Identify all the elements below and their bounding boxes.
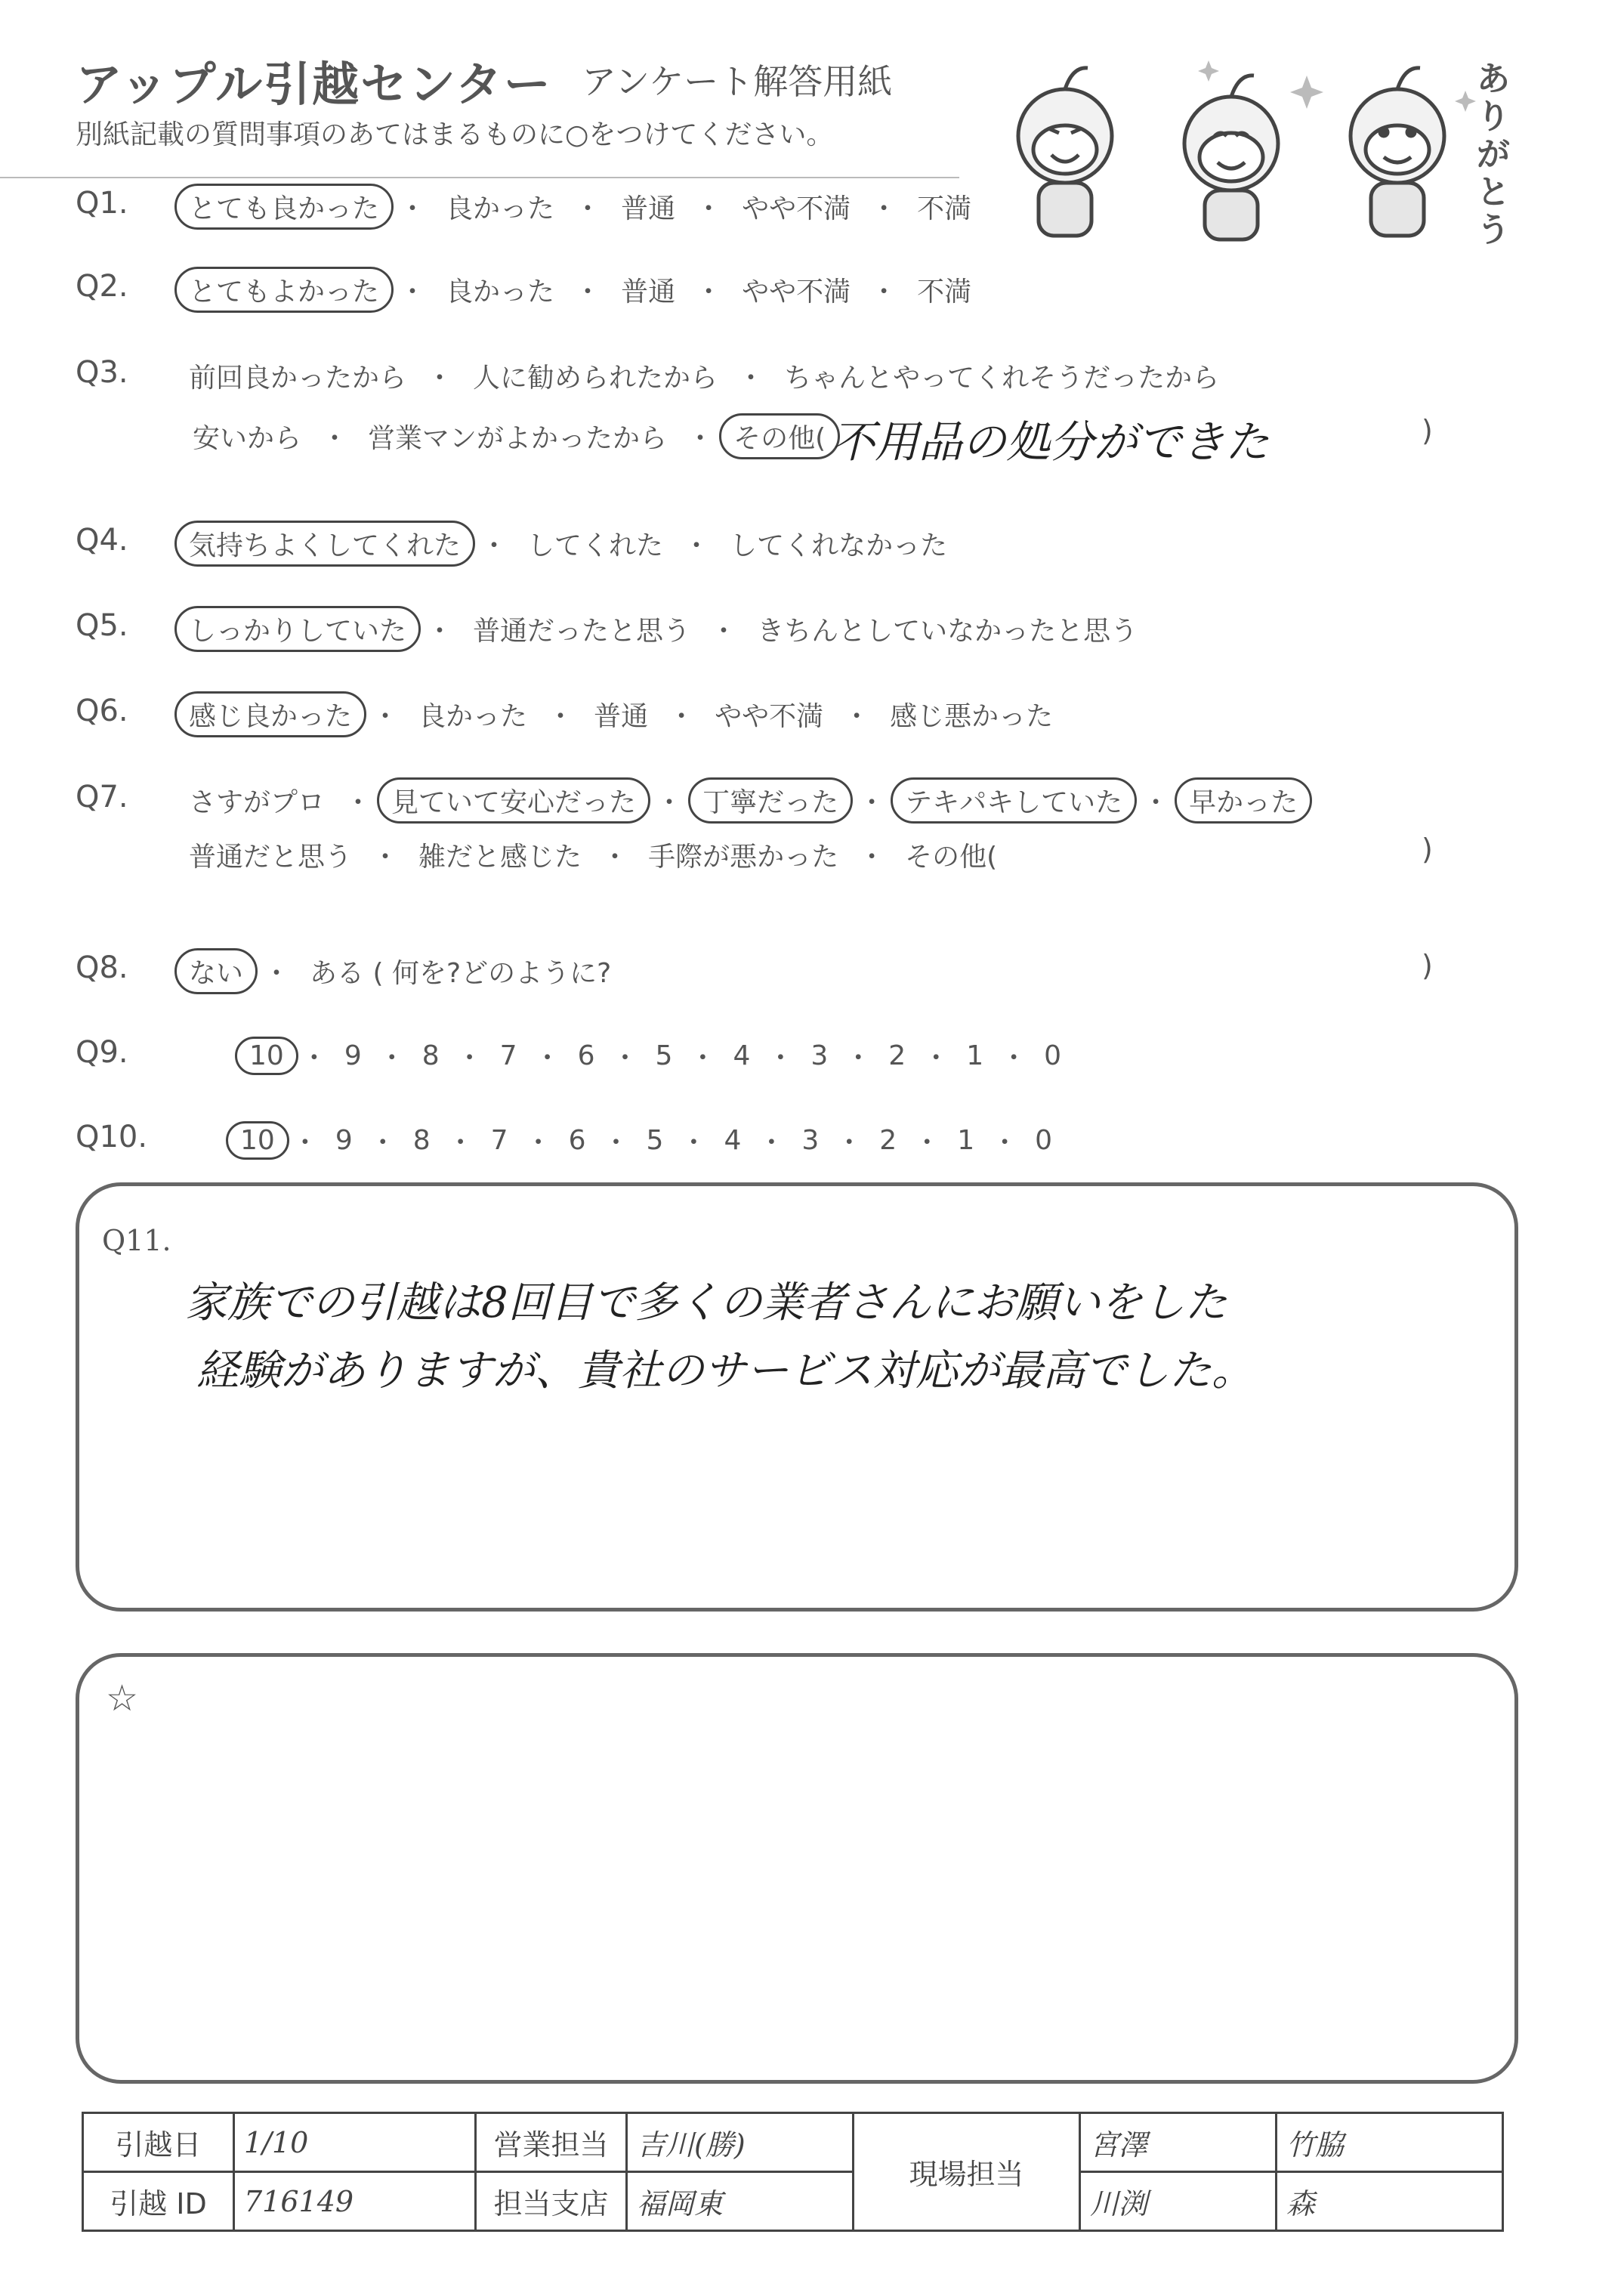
q3-other-handwriting: 不用品の処分ができた xyxy=(831,416,1270,468)
separator: ・ xyxy=(399,193,427,224)
q9-option-8[interactable]: 8 xyxy=(421,1040,440,1071)
q4-option-1[interactable]: 気持ちよくしてくれた xyxy=(174,521,475,567)
q10-option-5[interactable]: 5 xyxy=(646,1125,664,1156)
separator: ・ xyxy=(922,1043,950,1074)
q11-comment-line-1: 家族での引越は8回目で多くの業者さんにお願いをした xyxy=(185,1278,1227,1327)
q6-option-2[interactable]: 良かった xyxy=(418,701,528,732)
q7-option-1[interactable]: さすがプロ xyxy=(189,787,326,818)
q10-option-2[interactable]: 2 xyxy=(879,1125,897,1156)
q3-option-2[interactable]: 人に勧められたから xyxy=(473,363,718,394)
separator: ・ xyxy=(767,1043,795,1074)
q6-option-4[interactable]: やや不満 xyxy=(715,701,824,732)
q10-label: Q10. xyxy=(76,1120,148,1154)
move-id-label: 引越 ID xyxy=(83,2172,234,2231)
q4-label: Q4. xyxy=(76,523,128,558)
separator: ・ xyxy=(574,193,602,224)
separator: ・ xyxy=(668,701,696,732)
separator: ・ xyxy=(602,1127,630,1158)
q5-option-2[interactable]: 普通だったと思う xyxy=(473,616,691,647)
field-staff-4[interactable]: 森 xyxy=(1277,2172,1503,2231)
q4-option-3[interactable]: してくれなかった xyxy=(730,530,948,561)
q10-option-0[interactable]: 0 xyxy=(1035,1125,1053,1156)
q9-option-0[interactable]: 0 xyxy=(1044,1040,1062,1071)
q7-option-other[interactable]: その他( xyxy=(905,842,998,873)
separator: ・ xyxy=(524,1127,552,1158)
move-date-label: 引越日 xyxy=(83,2113,234,2172)
q10-option-1[interactable]: 1 xyxy=(957,1125,975,1156)
separator: ・ xyxy=(291,1127,319,1158)
q6-option-3[interactable]: 普通 xyxy=(594,701,649,732)
thanks-text: ありがとう xyxy=(1477,60,1510,249)
separator: ・ xyxy=(426,363,454,394)
separator: ・ xyxy=(858,787,886,818)
q7-option-8[interactable]: 手際が悪かった xyxy=(648,842,839,873)
separator: ・ xyxy=(870,193,898,224)
q8-option-2[interactable]: ある ( 何を?どのように? xyxy=(310,958,612,989)
q3-label: Q3. xyxy=(76,355,128,390)
q2-option-3[interactable]: 普通 xyxy=(621,277,676,307)
separator: ・ xyxy=(1142,787,1170,818)
q11-comment-line-2: 経験がありますが、貴社のサービス対応が最高でした。 xyxy=(196,1346,1254,1395)
q9-option-2[interactable]: 2 xyxy=(888,1040,906,1071)
q9-option-7[interactable]: 7 xyxy=(499,1040,517,1071)
star-icon: ☆ xyxy=(106,1677,139,1720)
q8-label: Q8. xyxy=(76,950,128,985)
separator: ・ xyxy=(480,530,508,561)
field-staff-1[interactable]: 宮澤 xyxy=(1080,2113,1277,2172)
q3-option-1[interactable]: 前回良かったから xyxy=(189,363,407,394)
q9-option-4[interactable]: 4 xyxy=(733,1040,751,1071)
q7-close-paren: ) xyxy=(1422,833,1433,866)
separator: ・ xyxy=(710,616,738,647)
star-comment-box[interactable] xyxy=(76,1653,1518,2084)
separator: ・ xyxy=(1000,1043,1028,1074)
brand-title: アップル引越センター xyxy=(76,57,552,112)
q9-option-3[interactable]: 3 xyxy=(810,1040,829,1071)
q10-option-8[interactable]: 8 xyxy=(412,1125,431,1156)
info-table xyxy=(82,2112,1504,2232)
q7-option-4[interactable]: テキパキしていた xyxy=(891,777,1137,824)
branch-value[interactable]: 福岡東 xyxy=(627,2172,854,2231)
q1-option-2[interactable]: 良かった xyxy=(446,193,555,224)
separator: ・ xyxy=(689,1043,717,1074)
q2-option-4[interactable]: やや不満 xyxy=(742,277,851,307)
separator: ・ xyxy=(263,958,291,989)
move-date-value[interactable]: 1/10 xyxy=(234,2113,476,2172)
separator: ・ xyxy=(601,842,629,873)
q5-option-3[interactable]: きちんとしていなかったと思う xyxy=(757,616,1138,647)
separator: ・ xyxy=(574,277,602,307)
q9-option-9[interactable]: 9 xyxy=(344,1040,362,1071)
q2-option-5[interactable]: 不満 xyxy=(917,277,972,307)
separator: ・ xyxy=(344,787,372,818)
q6-label: Q6. xyxy=(76,694,128,728)
q2-option-1[interactable]: とてもよかった xyxy=(174,267,394,313)
q7-option-3[interactable]: 丁寧だった xyxy=(688,777,853,824)
q8-close-paren: ) xyxy=(1422,949,1433,982)
separator: ・ xyxy=(913,1127,941,1158)
monkey-mascots-icon xyxy=(982,45,1480,249)
separator: ・ xyxy=(991,1127,1019,1158)
separator: ・ xyxy=(656,787,684,818)
q7-option-6[interactable]: 普通だと思う xyxy=(189,842,353,873)
move-id-value[interactable]: 716149 xyxy=(234,2172,476,2231)
q5-label: Q5. xyxy=(76,608,128,643)
q6-option-1[interactable]: 感じ良かった xyxy=(174,691,366,737)
q3-option-5[interactable]: 営業マンがよかったから xyxy=(368,423,668,454)
q2-option-2[interactable]: 良かった xyxy=(446,277,555,307)
field-staff-2[interactable]: 竹脇 xyxy=(1277,2113,1503,2172)
sales-label: 営業担当 xyxy=(476,2113,627,2172)
q10-option-7[interactable]: 7 xyxy=(490,1125,508,1156)
separator: ・ xyxy=(378,1043,406,1074)
q1-option-3[interactable]: 普通 xyxy=(621,193,676,224)
q6-option-5[interactable]: 感じ悪かった xyxy=(890,701,1054,732)
separator: ・ xyxy=(758,1127,786,1158)
separator: ・ xyxy=(369,1127,397,1158)
separator: ・ xyxy=(844,1043,872,1074)
separator: ・ xyxy=(446,1127,474,1158)
separator: ・ xyxy=(611,1043,639,1074)
q1-option-5[interactable]: 不満 xyxy=(917,193,972,224)
q3-close-paren: ) xyxy=(1422,414,1433,447)
header-divider xyxy=(0,177,959,178)
q10-option-10[interactable]: 10 xyxy=(226,1121,289,1160)
q4-option-2[interactable]: してくれた xyxy=(527,530,664,561)
field-staff-label: 現場担当 xyxy=(854,2113,1080,2231)
separator: ・ xyxy=(687,423,715,454)
q7-option-7[interactable]: 雑だと感じた xyxy=(418,842,582,873)
instruction-text: 別紙記載の質問事項のあてはまるものに○をつけてください。 xyxy=(76,119,834,150)
q3-option-other[interactable]: その他( xyxy=(719,413,840,459)
q2-label: Q2. xyxy=(76,269,128,304)
q10-option-6[interactable]: 6 xyxy=(568,1125,586,1156)
field-staff-3[interactable]: 川渕 xyxy=(1080,2172,1277,2231)
q9-option-1[interactable]: 1 xyxy=(966,1040,984,1071)
separator: ・ xyxy=(843,701,871,732)
separator: ・ xyxy=(547,701,575,732)
q5-option-1[interactable]: しっかりしていた xyxy=(174,606,421,652)
q10-option-3[interactable]: 3 xyxy=(801,1125,820,1156)
sales-value[interactable]: 吉川(勝) xyxy=(627,2113,854,2172)
separator: ・ xyxy=(399,277,427,307)
separator: ・ xyxy=(372,842,400,873)
separator: ・ xyxy=(737,363,765,394)
q7-option-2[interactable]: 見ていて安心だった xyxy=(377,777,650,824)
q11-label: Q11. xyxy=(102,1224,171,1257)
q7-option-5[interactable]: 早かった xyxy=(1175,777,1312,824)
separator: ・ xyxy=(695,277,723,307)
separator: ・ xyxy=(300,1043,328,1074)
q1-option-1[interactable]: とても良かった xyxy=(174,184,394,230)
separator: ・ xyxy=(695,193,723,224)
q9-option-6[interactable]: 6 xyxy=(577,1040,595,1071)
q7-label: Q7. xyxy=(76,780,128,814)
q3-option-4[interactable]: 安いから xyxy=(193,423,302,454)
branch-label: 担当支店 xyxy=(476,2172,627,2231)
q3-option-3[interactable]: ちゃんとやってくれそうだったから xyxy=(784,363,1220,394)
q10-option-4[interactable]: 4 xyxy=(724,1125,742,1156)
separator: ・ xyxy=(321,423,349,454)
separator: ・ xyxy=(870,277,898,307)
separator: ・ xyxy=(858,842,886,873)
q9-label: Q9. xyxy=(76,1035,128,1070)
separator: ・ xyxy=(835,1127,863,1158)
form-subtitle: アンケート解答用紙 xyxy=(582,61,893,102)
separator: ・ xyxy=(372,701,400,732)
q1-option-4[interactable]: やや不満 xyxy=(742,193,851,224)
separator: ・ xyxy=(426,616,454,647)
q10-option-9[interactable]: 9 xyxy=(335,1125,353,1156)
separator: ・ xyxy=(683,530,711,561)
q1-label: Q1. xyxy=(76,186,128,221)
q9-option-10[interactable]: 10 xyxy=(235,1037,298,1075)
separator: ・ xyxy=(533,1043,561,1074)
separator: ・ xyxy=(455,1043,483,1074)
q8-option-1[interactable]: ない xyxy=(174,948,258,994)
q9-option-5[interactable]: 5 xyxy=(655,1040,673,1071)
separator: ・ xyxy=(680,1127,708,1158)
